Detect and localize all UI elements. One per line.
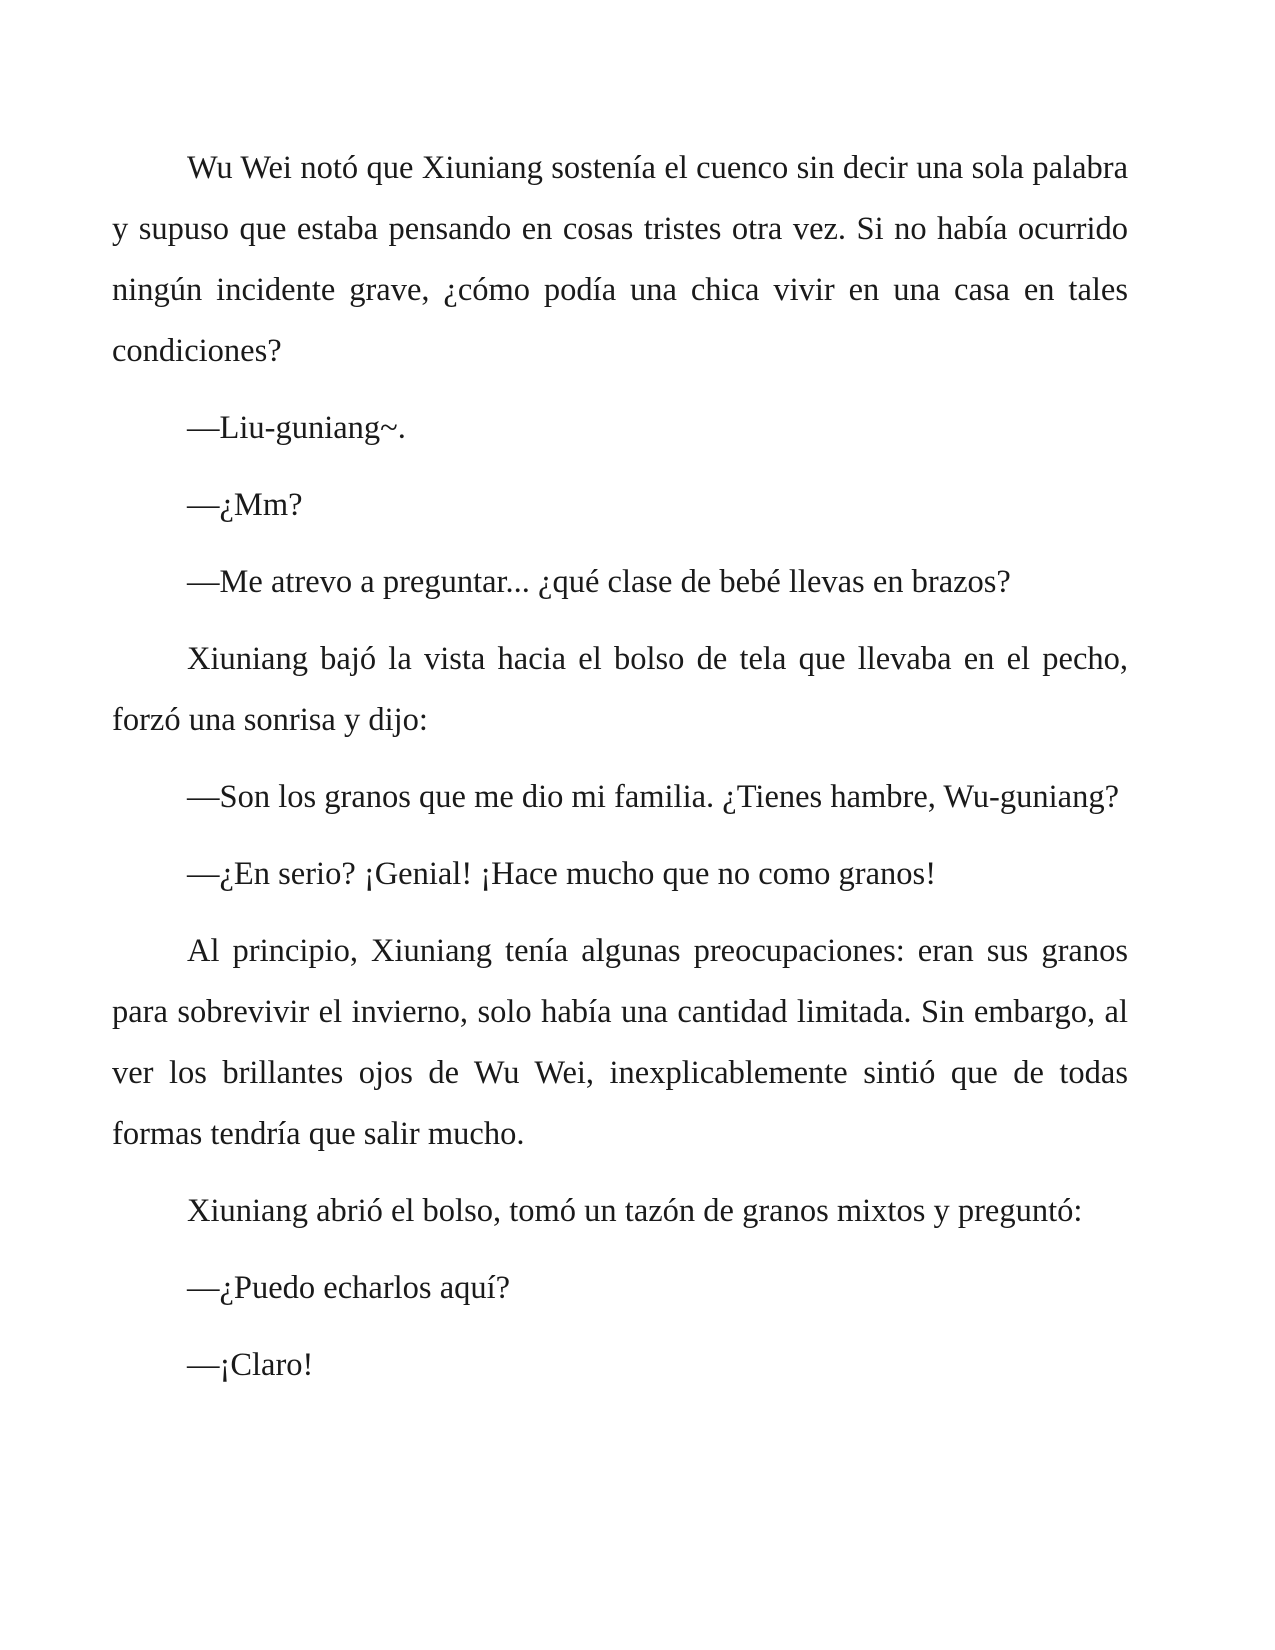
paragraph: Xiuniang abrió el bolso, tomó un tazón de granos mixtos y preguntó: — [187, 1193, 1083, 1229]
dialogue-line: —¿En serio? ¡Genial! ¡Hace mucho que no como granos! — [187, 856, 937, 892]
dialogue-line: —Son los granos que me dio mi familia. ¿Tienes hambre, Wu-guniang? — [187, 779, 1120, 815]
paragraph: Al principio, Xiuniang tenía algunas preocupaciones: eran sus granos para sobrevivir el invierno, solo había una cantidad limitada. Sin embargo, al ver los brillantes ojos de Wu Wei, inexplicablemente sintió que de todas formas tendría que salir mucho. — [112, 933, 1128, 1152]
dialogue-line: —¿Mm? — [187, 487, 303, 523]
dialogue-line: —Liu-guniang~. — [187, 410, 406, 446]
body-text — [112, 138, 1128, 1412]
dialogue-line: —¡Claro! — [187, 1347, 314, 1383]
paragraph: Wu Wei notó que Xiuniang sostenía el cuenco sin decir una sola palabra y supuso que estaba pensando en cosas tristes otra vez. Si no había ocurrido ningún incidente grave, ¿cómo podía una chica vivir en una casa en tales condiciones? — [112, 150, 1128, 369]
dialogue-line: —¿Puedo echarlos aquí? — [187, 1270, 511, 1306]
paragraph: Xiuniang bajó la vista hacia el bolso de tela que llevaba en el pecho, forzó una sonrisa y dijo: — [112, 641, 1128, 738]
dialogue-line: —Me atrevo a preguntar... ¿qué clase de bebé llevas en brazos? — [187, 564, 1011, 600]
